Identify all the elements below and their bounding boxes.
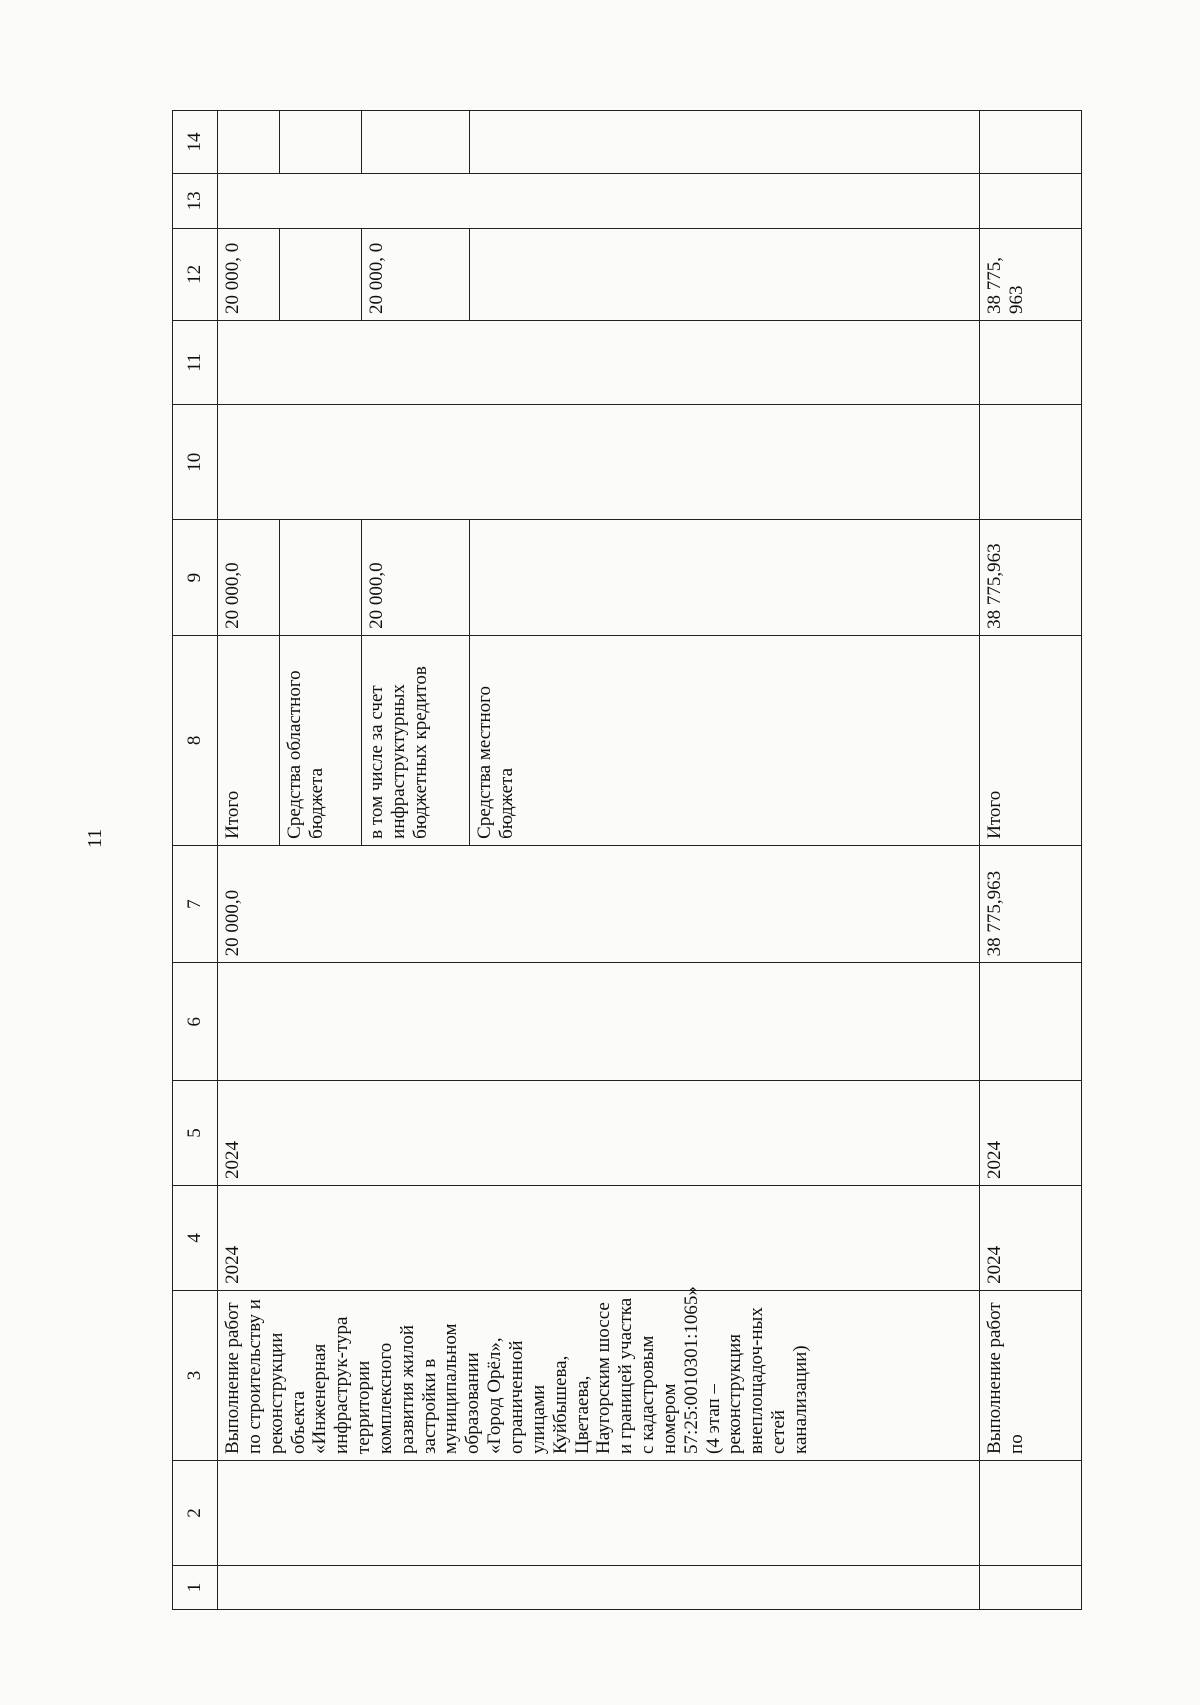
cell-c1 [980,1565,1082,1609]
cell-amount: 20 000,0 [362,520,470,635]
table-row [218,111,280,1610]
cell-c14 [470,111,980,174]
cell-c6 [218,963,980,1081]
cell-amount [280,520,362,635]
cell-source: Средства местного бюджета [470,635,980,845]
col-header-4: 4 [173,1185,218,1290]
rotated-table-wrapper [172,110,1082,1610]
cell-c10 [218,404,980,519]
col-header-10: 10 [173,404,218,519]
cell-c10 [980,404,1082,519]
cell-c14 [980,111,1082,174]
cell-c12: 20 000, 0 [362,228,470,320]
cell-work-description: Выполнение работ по [980,1290,1082,1460]
col-header-1: 1 [173,1565,218,1609]
cell-c6 [980,963,1082,1081]
cell-start-year: 2024 [218,1185,980,1290]
cell-c1 [218,1565,980,1609]
cell-source: Средства областного бюджета [280,635,362,845]
cell-c14 [362,111,470,174]
cell-source: Итого [218,635,280,845]
cell-amount: 20 000,0 [218,520,280,635]
col-header-7: 7 [173,845,218,963]
cell-work-description: Выполнение работ по строительству и реконструкции объекта «Инженерная инфраструк-тура территории комплексного развития жилой застройки в муниципальном образовании «Город Орёл», ограниченной улицами Куйбышева, Цветаева, Наугорским шоссе и границей участка с кадастровым номером 57:25:0010301:1065» (4 этап – реконструкция внеплощадоч-ных сетей канализации) [218,1290,980,1460]
cell-source: Итого [980,635,1082,845]
cell-c14 [280,111,362,174]
col-header-11: 11 [173,321,218,405]
cell-end-year: 2024 [980,1080,1082,1185]
cell-c12 [470,228,980,320]
cell-c13 [980,174,1082,229]
col-header-13: 13 [173,174,218,229]
cell-source: в том числе за счет инфраструктурных бюджетных кредитов [362,635,470,845]
col-header-6: 6 [173,963,218,1081]
col-header-14: 14 [173,111,218,174]
col-header-8: 8 [173,635,218,845]
cell-c11 [218,321,980,405]
col-header-12: 12 [173,228,218,320]
budget-table [172,110,1082,1610]
cell-total-cost: 20 000,0 [218,845,980,963]
header-row [173,111,218,1610]
cell-c12: 20 000, 0 [218,228,280,320]
cell-c12: 38 775, 963 [980,228,1082,320]
cell-amount: 38 775,963 [980,520,1082,635]
cell-c11 [980,321,1082,405]
cell-amount [470,520,980,635]
page-number: 11 [84,828,106,848]
cell-end-year: 2024 [218,1080,980,1185]
table-row [980,111,1082,1610]
cell-c12 [280,228,362,320]
cell-c2 [218,1460,980,1565]
cell-c2 [980,1460,1082,1565]
col-header-9: 9 [173,520,218,635]
col-header-2: 2 [173,1460,218,1565]
cell-total-cost: 38 775,963 [980,845,1082,963]
col-header-3: 3 [173,1290,218,1460]
cell-c14 [218,111,280,174]
cell-start-year: 2024 [980,1185,1082,1290]
col-header-5: 5 [173,1080,218,1185]
cell-c13 [218,174,980,229]
